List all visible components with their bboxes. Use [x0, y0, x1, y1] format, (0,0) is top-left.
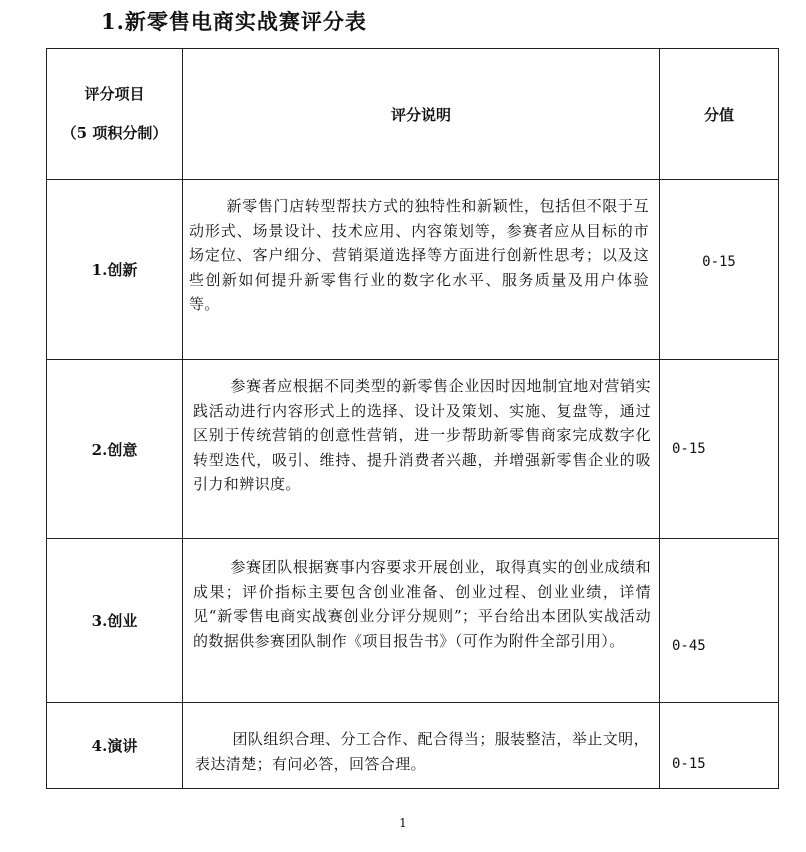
row-score: 0-15	[660, 360, 779, 539]
row-description-text: 团队组织合理、分工合作、配合得当；服装整洁，举止文明，表达清楚；有问必答，回答合理。	[195, 730, 649, 773]
header-score: 分值	[660, 49, 779, 180]
table-row	[47, 180, 779, 360]
row-description-text: 参赛者应根据不同类型的新零售企业因时因地制宜地对营销实践活动进行内容形式上的选择、设计及策划、实施、复盘等，通过区别于传统营销的创意性营销，进一步帮助新零售商家完成数字化转型迭代，吸引、维持、提升消费者兴趣，并增强新零售企业的吸引力和辨识度。	[193, 377, 651, 493]
header-item	[47, 49, 183, 180]
row-description	[183, 360, 660, 539]
row-item: 3.创业	[47, 539, 183, 703]
table-row	[47, 539, 779, 703]
row-description	[183, 539, 660, 703]
header-description: 评分说明	[183, 49, 660, 180]
page-number: 1	[399, 816, 407, 830]
header-item-note: （5 项积分制）	[61, 124, 168, 142]
row-description	[183, 180, 660, 360]
row-item: 2.创意	[47, 360, 183, 539]
row-score: 0-15	[660, 180, 779, 360]
page-title: 1.新零售电商实战赛评分表	[101, 9, 367, 34]
table-header-row	[47, 49, 779, 180]
scoring-table	[46, 48, 779, 789]
row-description-text: 新零售门店转型帮扶方式的独特性和新颖性，包括但不限于互动形式、场景设计、技术应用、内容策划等，参赛者应从目标的市场定位、客户细分、营销渠道选择等方面进行创新性思考；以及这些创新如何提升新零售行业的数字化水平、服务质量及用户体验等。	[189, 197, 649, 313]
header-item-label: 评分项目	[84, 85, 145, 103]
table-row	[47, 703, 779, 789]
row-item: 1.创新	[47, 180, 183, 360]
table-row	[47, 360, 779, 539]
row-score: 0-45	[660, 539, 779, 703]
row-item: 4.演讲	[47, 703, 183, 789]
row-description	[183, 703, 660, 789]
row-description-text: 参赛团队根据赛事内容要求开展创业，取得真实的创业成绩和成果；评价指标主要包含创业准备、创业过程、创业业绩，详情见“新零售电商实战赛创业分评分规则”；平台给出本团队实战活动的数据供参赛团队制作《项目报告书》（可作为附件全部引用）。	[193, 558, 651, 650]
row-score: 0-15	[660, 703, 779, 789]
